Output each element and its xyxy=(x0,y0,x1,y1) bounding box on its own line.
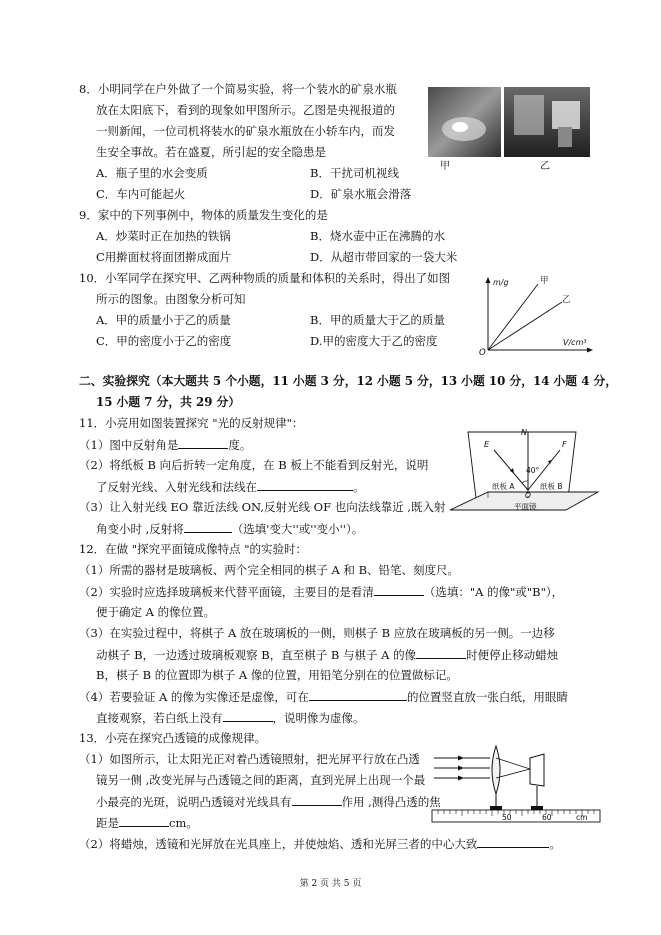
q9-option-b: B．烧水壶中正在沸腾的水 xyxy=(310,229,445,243)
page-footer: 第 2 页 共 5 页 xyxy=(299,879,362,889)
q11-part2-line1: （2）将纸板 B 向后折转一定角度，在 B 板上不能看到反射光，说明 xyxy=(79,458,429,472)
q8-photo-figure xyxy=(428,87,590,177)
q13-ruler-label-60: 60 xyxy=(542,813,552,822)
q12-part2-line1 xyxy=(79,583,563,600)
section2-heading-line1: 二、实验探究（本大题共 5 个小题，11 小题 3 分，12 小题 5 分，13 小题 10 分，14 小题 4 分， xyxy=(79,374,618,388)
q11-fig-label-mirror: 平面镜 xyxy=(514,502,537,511)
q12-part2-tail: （选填："A 的像"或"B"）， xyxy=(423,585,564,599)
q11-part3-line2 xyxy=(96,520,363,537)
q11-reflection-figure xyxy=(448,426,600,518)
q11-fig-label-n: N xyxy=(521,428,527,437)
q11-part3-tail: （选填'变大''或''变小''）。 xyxy=(231,522,364,536)
q11-part1-tail: 度。 xyxy=(228,438,252,452)
q13-part1-line1: （1）如图所示，让太阳光正对着凸透镜照射，把光屏平行放在凸透 xyxy=(79,752,420,766)
q10-option-b: B．甲的质量大于乙的质量 xyxy=(310,313,445,327)
q13-part2-tail: 。 xyxy=(549,837,561,851)
q11-part3-line1: （3）让入射光线 EO 靠近法线 ON,反射光线 OF 也向法线靠近 ,既入射 xyxy=(79,500,446,514)
q12-part3-text: 动棋子 B，一边透过玻璃板观察 B，直至棋子 B 与棋子 A 的像 xyxy=(96,648,417,662)
q12-stem: 12．在做 "探究平面镜成像特点 "的实验时： xyxy=(79,542,308,556)
q11-part1 xyxy=(79,436,251,453)
q12-part1: （1）所需的器材是玻璃板、两个完全相同的棋子 A 和 B、铅笔、刻度尺。 xyxy=(79,563,460,577)
q10-graph-line-yi: 乙 xyxy=(562,295,571,305)
q8-stem-line1: 8．小明同学在户外做了一个简易实验，将一个装水的矿泉水瓶 xyxy=(79,82,397,96)
q11-part2-tail: 。 xyxy=(353,480,365,494)
q11-stem: 11．小亮用如图装置探究 "光的反射规律"： xyxy=(79,416,304,430)
q8-stem-line4: 生安全事故。若在盛夏，所引起的安全隐患是 xyxy=(96,145,326,159)
q11-fig-label-e: E xyxy=(484,440,490,449)
q13-part1-blank1[interactable] xyxy=(292,793,342,806)
q11-part2-line2 xyxy=(96,478,365,495)
q13-part1-line4 xyxy=(96,814,198,831)
q13-ruler-unit: cm xyxy=(576,813,588,822)
q12-part4-tail: ，说明像为虚像。 xyxy=(272,711,365,725)
q12-part4-text2: 直接观察，若白纸上没有 xyxy=(96,711,223,725)
q8-option-a: A．瓶子里的水会变质 xyxy=(96,166,208,180)
q11-fig-label-f: F xyxy=(562,440,567,449)
q8-stem-line3: 一则新闻，一位司机将装水的矿泉水瓶放在小轿车内，而发 xyxy=(96,124,395,138)
q11-part2-text: 了反射光线、入射光线和法线在 xyxy=(96,480,257,494)
q12-part3-tail: 时便停止移动蜡烛 xyxy=(466,648,559,662)
q13-part1-blank2[interactable] xyxy=(119,814,169,827)
q11-part3-blank[interactable] xyxy=(184,520,232,533)
q11-fig-label-angle: 40° xyxy=(526,466,540,475)
section2-heading-line2: 15 小题 7 分，共 29 分） xyxy=(96,395,241,409)
q13-part1-tail: cm。 xyxy=(169,816,198,830)
q13-part1-line3 xyxy=(96,793,441,810)
q12-part4-text: （4）若要验证 A 的像为实像还是虚像，可在 xyxy=(79,690,309,704)
q9-stem: 9．家中的下列事例中，物体的质量发生变化的是 xyxy=(79,208,328,222)
q10-option-c: C．甲的密度小于乙的密度 xyxy=(96,334,232,348)
q9-option-c: C用擀面杖将面团擀成面片 xyxy=(96,250,232,264)
q12-part3-line1: （3）在实验过程中，将棋子 A 放在玻璃板的一侧，则棋子 B 应放在玻璃板的另一侧。一边移 xyxy=(79,626,555,640)
q8-fig-label-yi: 乙 xyxy=(540,161,550,172)
q12-part4-mid: 的位置竖直放一张白纸，用眼睛 xyxy=(406,690,568,704)
q11-part2-blank[interactable] xyxy=(257,478,353,491)
q8-option-c: C．车内可能起火 xyxy=(96,187,186,201)
q11-fig-label-board-b: 纸板 B xyxy=(540,482,563,491)
q12-part3-blank[interactable] xyxy=(416,646,466,659)
q13-part1-mid: 作用 ,测得凸透的焦 xyxy=(341,795,441,809)
q11-fig-label-board-a: 纸板 A xyxy=(492,482,515,491)
q10-option-d: D.甲的密度大于乙的密度 xyxy=(310,334,438,348)
q10-graph-line-jia: 甲 xyxy=(540,276,549,286)
q9-option-a: A．炒菜时正在加热的铁锅 xyxy=(96,229,231,243)
q10-graph-ylabel: m/g xyxy=(493,278,509,287)
q8-photos-illustration xyxy=(428,87,590,177)
q12-part4-blank2[interactable] xyxy=(223,709,273,722)
q13-ruler-label-50: 50 xyxy=(502,813,512,822)
q12-part2-blank[interactable] xyxy=(374,583,424,596)
q10-graph-origin: O xyxy=(479,348,486,358)
q9-option-d: D．从超市带回家的一袋大米 xyxy=(310,250,458,264)
q11-part1-blank[interactable] xyxy=(178,436,228,449)
q12-part3-line3: B，棋子 B 的位置即为棋子 A 像的位置，用铅笔分别在的位置做标记。 xyxy=(96,668,458,682)
q11-fig-label-o: O xyxy=(525,491,531,500)
q13-lens-figure xyxy=(430,744,602,826)
q13-part2-text: （2）将蜡烛，透镜和光屏放在光具座上，并使烛焰、透和光屏三者的中心大致 xyxy=(79,837,478,851)
q10-stem-line1: 10．小军同学在探究甲、乙两种物质的质量和体积的关系时，得出了如图 xyxy=(79,271,451,285)
q12-part2-line2: 便于确定 A 的像位置。 xyxy=(96,605,216,619)
q13-stem: 13．小亮在探究凸透镜的成像规律。 xyxy=(79,731,267,745)
q10-graph-xlabel: V/cm³ xyxy=(563,338,587,347)
q13-part1-text: 小最亮的光斑，说明凸透镜对光线具有 xyxy=(96,795,292,809)
q12-part3-line2 xyxy=(96,646,558,663)
q8-option-b: B．干扰司机视线 xyxy=(310,166,399,180)
q11-part1-text: （1）图中反射角是 xyxy=(79,438,179,452)
q8-option-d: D．矿泉水瓶会滑落 xyxy=(310,187,412,201)
q10-stem-line2: 所示的图象。由图象分析可知 xyxy=(96,292,246,306)
q13-part1-text2: 距是 xyxy=(96,816,119,830)
q12-part4-blank1[interactable] xyxy=(309,688,407,701)
q13-part2 xyxy=(79,835,561,852)
q8-fig-label-jia: 甲 xyxy=(440,161,450,172)
q12-part2-text: （2）实验时应选择玻璃板来代替平面镜，主要目的是看清 xyxy=(79,585,374,599)
q13-part1-line2: 镜另一侧 ,改变光屏与凸透镜之间的距离，直到光屏上出现一个最 xyxy=(96,773,426,787)
q10-option-a: A．甲的质量小于乙的质量 xyxy=(96,313,231,327)
q13-part2-blank[interactable] xyxy=(477,835,549,848)
q11-part3-text: 角变小时 ,反射将 xyxy=(96,522,184,536)
q12-part4-line2 xyxy=(96,709,365,726)
q8-stem-line2: 放在太阳底下，看到的现象如甲图所示。乙图是央视报道的 xyxy=(96,103,395,117)
q10-graph xyxy=(476,276,596,358)
q12-part4-line1 xyxy=(79,688,568,705)
